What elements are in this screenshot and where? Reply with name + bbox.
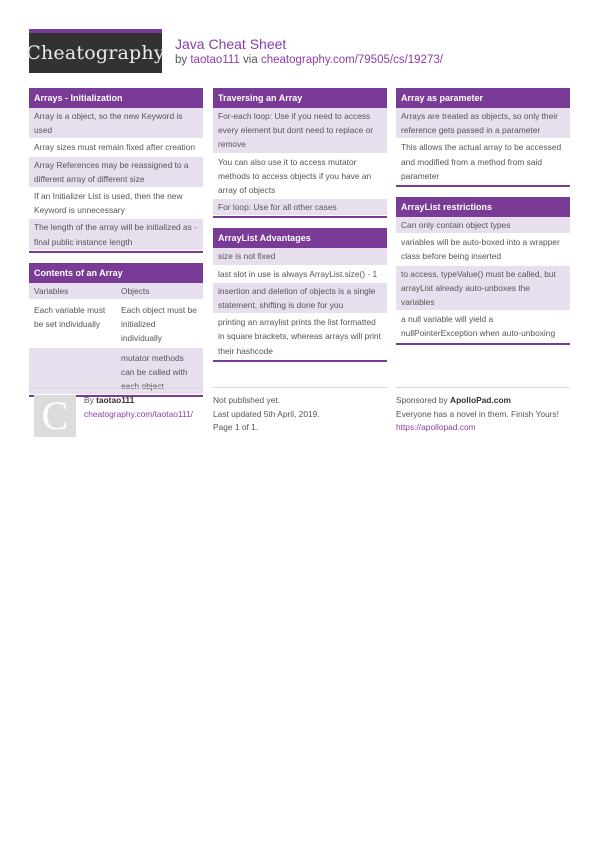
table-cell: Each variable must be set individually [34,305,106,330]
published-status: Not published yet. [213,395,281,405]
cheatography-logo[interactable] [26,29,165,73]
list-item: insertion and deletion of objects is a single statement, shifting is done for you [213,283,387,314]
list-item: For-each loop: Use if you need to access every element but dont need to replace or remove [213,108,387,154]
author-name: taotao111 [96,395,135,405]
sponsor-label: Sponsored by [396,395,448,405]
list-item: Can only contain object types [396,217,570,234]
sponsor-name: ApolloPad.com [450,395,511,405]
list-item: Arrays are treated as objects, so only their reference gets passed in a parameter [396,108,570,139]
sponsor-link[interactable]: https://apollopad.com [396,422,476,432]
avatar-letter: C [41,393,69,439]
table-cell: Each object must be initialized individually [121,305,197,344]
list-item: to access, typeValue() must be called, but arrayList already auto-unboxes the variables [396,266,570,312]
list-item: Array is a object, so the new Keyword is used [29,108,203,139]
column-3 [396,88,570,355]
list-item: The length of the array will be initialized as - final public instance length [29,219,203,250]
byline [175,54,443,66]
page-number: Page 1 of 1. [213,422,259,432]
author-link[interactable]: taotao111 [190,54,240,66]
sponsor-text: Everyone has a novel in them. Finish Yours! [396,408,559,419]
footer-publish-info [213,387,387,435]
column-header-variables: Variables [34,285,69,296]
list-item: Array sizes must remain fixed after creation [29,139,203,156]
list-item: For loop: Use for all other cases [213,199,387,216]
list-item: a null variable will yield a nullPointerException when auto-unboxing [396,311,570,342]
block-arraylist-advantages [213,228,387,361]
column-1 [29,88,203,407]
table-header-row [29,283,203,300]
sheet-url-link[interactable]: cheatography.com/79505/cs/19273/ [260,54,443,66]
block-traversing-an-array [213,88,387,218]
footer-author [29,387,203,439]
block-arrays-initialization [29,88,203,253]
list-item: Array References may be reassigned to a different array of different size [29,157,203,188]
block-title: Arrays - Initialization [29,88,203,108]
table-row [29,300,203,348]
block-array-as-parameter [396,88,570,187]
last-updated: Last updated 5th April, 2019. [213,408,320,419]
list-item: This allows the actual array to be accessed and modified from a method from said parameter [396,139,570,185]
author-profile-link[interactable]: cheatography.com/taotao111/ [84,408,193,419]
table-cell: mutator methods can be called with each object [121,352,188,392]
logo-text: Cheatography [26,42,165,64]
list-item: variables will be auto-boxed into a wrapper class before being inserted [396,234,570,265]
list-item: last slot in use is always ArrayList.size() - 1 [213,266,387,283]
block-title: Contents of an Array [29,263,203,283]
block-title: ArrayList Advantages [213,228,387,248]
via-label: via [243,54,258,66]
block-title: ArrayList restrictions [396,197,570,217]
page-title: Java Cheat Sheet [175,36,287,52]
column-header-objects: Objects [121,285,150,296]
column-2 [213,88,387,372]
list-item: You can also use it to access mutator methods to access objects if you have an array of objects [213,154,387,200]
block-title: Array as parameter [396,88,570,108]
list-item: printing an arraylist prints the list formatted in square brackets, whereas arrays will print their hashcode [213,314,387,360]
avatar [34,395,76,437]
list-item: If an Initializer List is used, then the new Keyword is unnecessary [29,188,203,219]
block-contents-of-an-array [29,263,203,397]
footer-sponsor [396,387,570,435]
by-label: By [84,395,94,405]
list-item: size is not fixed [213,248,387,265]
block-title: Traversing an Array [213,88,387,108]
by-label: by [175,54,188,66]
block-arraylist-restrictions [396,197,570,345]
